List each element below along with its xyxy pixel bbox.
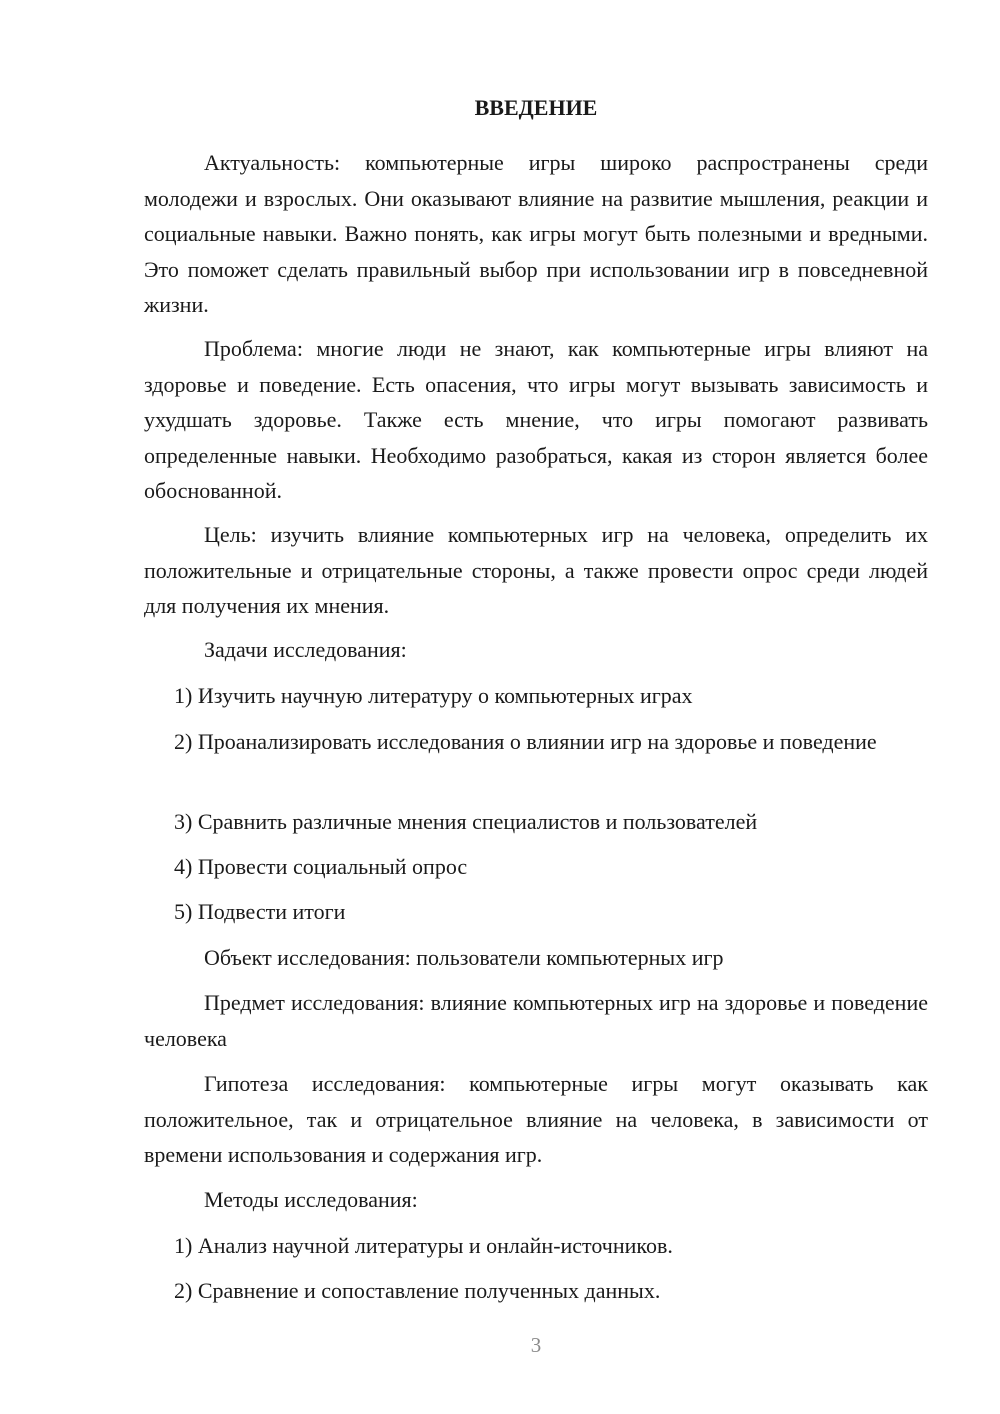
- paragraph-object: Объект исследования: пользователи компьютерных игр: [204, 945, 724, 970]
- methods-heading: Методы исследования:: [204, 1187, 418, 1212]
- task-item-3: 3) Сравнить различные мнения специалистов и пользователей: [174, 809, 758, 834]
- task-item-5: 5) Подвести итоги: [174, 899, 346, 924]
- paragraph-subject: Предмет исследования: влияние компьютерных игр на здоровье и поведение человека: [144, 990, 928, 1051]
- tasks-heading: Задачи исследования:: [204, 637, 407, 662]
- method-item-2: 2) Сравнение и сопоставление полученных данных.: [174, 1278, 661, 1303]
- paragraph-hypothesis: Гипотеза исследования: компьютерные игры могут оказывать как положительное, так и отрицательное влияние на человека, в зависимости от времени использования и содержания игр.: [144, 1071, 928, 1167]
- section-title: ВВЕДЕНИЕ: [474, 95, 598, 120]
- task-item-2: 2) Проанализировать исследования о влиянии игр на здоровье и поведение: [174, 729, 877, 754]
- page-number: 3: [530, 1333, 542, 1357]
- paragraph-problem: Проблема: многие люди не знают, как компьютерные игры влияют на здоровье и поведение. Есть опасения, что игры могут вызывать зависимость и ухудшать здоровье. Также есть мнение, что игры помогают развивать определенные навыки. Необходимо разобраться, какая из сторон является более обоснованной.: [144, 336, 928, 503]
- task-item-4: 4) Провести социальный опрос: [174, 854, 468, 879]
- paragraph-goal: Цель: изучить влияние компьютерных игр на человека, определить их положительные и отрицательные стороны, а также провести опрос среди людей для получения их мнения.: [144, 522, 928, 618]
- paragraph-relevance: Актуальность: компьютерные игры широко распространены среди молодежи и взрослых. Они оказывают влияние на развитие мышления, реакции и социальные навыки. Важно понять, как игры могут быть полезными и вредными. Это поможет сделать правильный выбор при использовании игр в повседневной жизни.: [144, 150, 928, 317]
- task-item-1: 1) Изучить научную литературу о компьютерных играх: [174, 683, 693, 708]
- method-item-1: 1) Анализ научной литературы и онлайн-источников.: [174, 1233, 673, 1258]
